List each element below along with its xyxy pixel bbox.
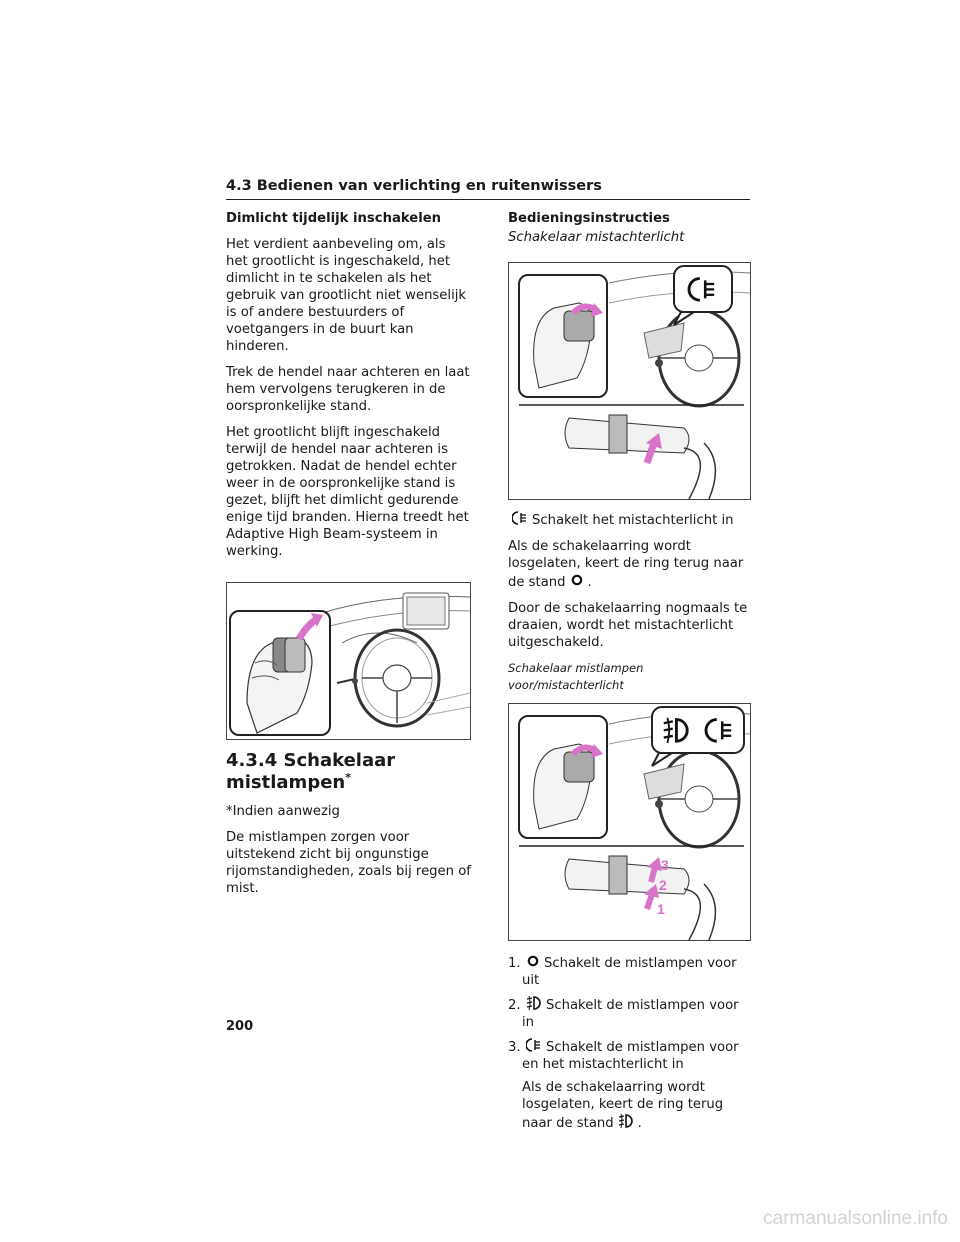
list-item <box>508 995 752 1031</box>
list-note-text: Als de schakelaarring wordt losgelaten, keert de ring terug naar de stand <box>522 1080 724 1131</box>
fog-position-list <box>508 953 752 1073</box>
watermark: carmanualsonline.info <box>763 1208 948 1229</box>
availability-note: *Indien aanwezig <box>226 804 340 819</box>
front-fog-icon <box>526 995 542 1011</box>
list-number: 1. <box>508 956 521 971</box>
heading-bediening: Bedieningsinstructies <box>508 211 670 226</box>
off-ring-icon <box>570 572 584 588</box>
caption-front-rear-fog: Schakelaar mistlampen voor/mistachterlicht <box>508 661 644 692</box>
paragraph: Het verdient aanbeveling om, als het grootlicht is ingeschakeld, het dimlicht in te schakelen als het gebruik van grootlicht niet wenselijk is of andere bestuurders of voetgangers in de buurt kan hinderen. <box>226 237 467 354</box>
step-label-3: 3 <box>661 857 669 873</box>
list-note <box>508 1079 752 1132</box>
list-item <box>508 1037 752 1073</box>
paragraph: De mistlampen zorgen voor uitstekend zicht bij ongunstige rijomstandigheden, zoals bij regen of mist. <box>226 830 471 896</box>
section-title-text: 4.3.4 Schakelaar mistlampen <box>226 750 396 793</box>
step-label-2: 2 <box>659 877 667 893</box>
rear-fog-switch-illustration <box>508 262 751 500</box>
release-text: Als de schakelaarring wordt losgelaten, keert de ring terug naar de stand <box>508 539 744 590</box>
heading-dimlicht: Dimlicht tijdelijk inschakelen <box>226 211 442 226</box>
front-fog-icon <box>618 1113 634 1129</box>
paragraph-release <box>508 538 752 591</box>
page-header: 4.3 Bedienen van verlichting en ruitenwissers <box>226 178 750 200</box>
left-column <box>226 210 471 906</box>
list-text: Schakelt de mistlampen voor uit <box>522 956 737 988</box>
paragraph-turn-again: Door de schakelaarring nogmaals te draaien, wordt het mistachterlicht uitgeschakeld. <box>508 601 748 650</box>
front-rear-fog-switch-illustration <box>508 703 751 941</box>
list-text: Schakelt de mistlampen voor in <box>522 998 739 1030</box>
rear-fog-icon <box>512 510 528 526</box>
step-label-1: 1 <box>657 901 665 917</box>
paragraph: Het grootlicht blijft ingeschakeld terwijl de hendel naar achteren is getrokken. Nadat de hendel echter weer in de oorspronkelijke stand is gezet, blijft het dimlicht gedurende enige tijd branden. Hierna treedt het Adaptive High Beam-systeem in werking. <box>226 425 469 559</box>
list-number: 3. <box>508 1040 521 1055</box>
release-end: . <box>587 575 592 590</box>
list-text: Schakelt de mistlampen voor en het mistachterlicht in <box>522 1040 739 1072</box>
rear-fog-line <box>508 510 752 529</box>
paragraph: Trek de hendel naar achteren en laat hem vervolgens terugkeren in de oorspronkelijke stand. <box>226 365 470 414</box>
list-number: 2. <box>508 998 521 1013</box>
rear-fog-text: Schakelt het mistachterlicht in <box>532 513 734 528</box>
right-column <box>508 210 752 1141</box>
off-ring-icon <box>526 953 540 969</box>
rear-fog-icon <box>526 1037 542 1053</box>
page-number: 200 <box>226 1019 254 1034</box>
list-note-end: . <box>637 1116 642 1131</box>
section-title <box>226 752 471 791</box>
section-marker: * <box>345 771 351 784</box>
lever-pull-illustration <box>226 582 471 740</box>
list-item <box>508 953 752 989</box>
caption-rear-fog: Schakelaar mistachterlicht <box>508 230 685 245</box>
